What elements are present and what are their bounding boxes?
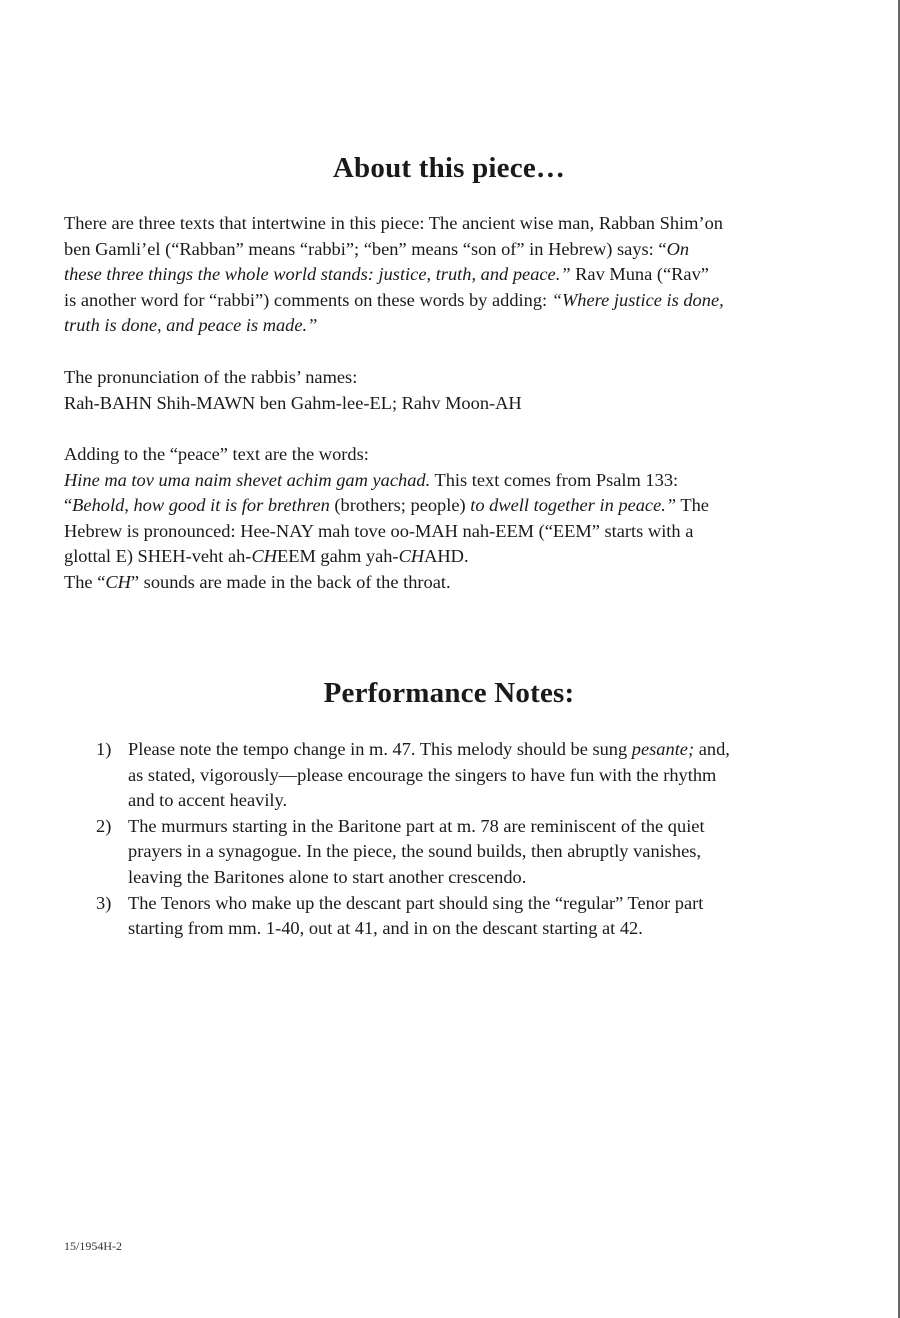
text-line: as stated, vigorously—please encourage the singers to have fun with the rhythm (128, 764, 717, 785)
note-item (96, 814, 834, 891)
text-line: There are three texts that intertwine in this piece: The ancient wise man, Rabban Shim’on (64, 213, 723, 233)
text-line: these three things the whole world stands: justice, truth, and peace.” Rav Muna (“Rav” (64, 264, 709, 285)
text-line: glottal E) SHEH-veht ah-CHEEM gahm yah-CHAHD. (64, 546, 469, 567)
performance-notes-list (96, 737, 834, 942)
text-line: “Behold, how good it is for brethren (brothers; people) to dwell together in peace.” The (64, 495, 709, 516)
text-line: The “CH” sounds are made in the back of the throat. (64, 571, 451, 592)
text-line: prayers in a synagogue. In the piece, the sound builds, then abruptly vanishes, (128, 841, 702, 862)
text-line: starting from mm. 1-40, out at 41, and in on the descant starting at 42. (128, 918, 643, 939)
about-paragraph-texts (64, 211, 834, 339)
text-line: is another word for “rabbi”) comments on these words by adding: “Where justice is done, (64, 289, 724, 310)
text-line: Rah-BAHN Shih-MAWN ben Gahm-lee-EL; Rahv Moon-AH (64, 392, 522, 413)
note-item (96, 737, 834, 814)
note-number: 1) (96, 739, 112, 759)
text-line: and to accent heavily. (128, 790, 288, 811)
note-number: 3) (96, 892, 112, 913)
performance-notes-title: Performance Notes: (323, 677, 575, 709)
text-line: The murmurs starting in the Baritone part at m. 78 are reminiscent of the quiet (128, 815, 705, 836)
text-line: truth is done, and peace is made.” (64, 315, 318, 336)
text-line: leaving the Baritones alone to start another crescendo. (128, 866, 527, 887)
catalog-code: 15/1954H-2 (64, 1239, 122, 1253)
text-line: ben Gamli’el (“Rabban” means “rabbi”; “ben” means “son of” in Hebrew) says: “On (64, 238, 690, 259)
about-paragraph-pronunciation (64, 365, 834, 416)
text-line: The pronunciation of the rabbis’ names: (64, 367, 358, 387)
about-title: About this piece… (332, 152, 566, 184)
about-paragraph-peace-text (64, 442, 834, 596)
text-line: Please note the tempo change in m. 47. This melody should be sung pesante; and, (128, 739, 730, 759)
text-line: Hebrew is pronounced: Hee-NAY mah tove oo-MAH nah-EEM (“EEM” starts with a (64, 520, 694, 541)
text-line: Hine ma tov uma naim shevet achim gam yachad. This text comes from Psalm 133: (64, 469, 679, 490)
note-item (96, 891, 834, 942)
note-number: 2) (96, 815, 112, 836)
text-line: Adding to the “peace” text are the words: (64, 444, 369, 464)
text-line: The Tenors who make up the descant part should sing the “regular” Tenor part (128, 892, 704, 913)
